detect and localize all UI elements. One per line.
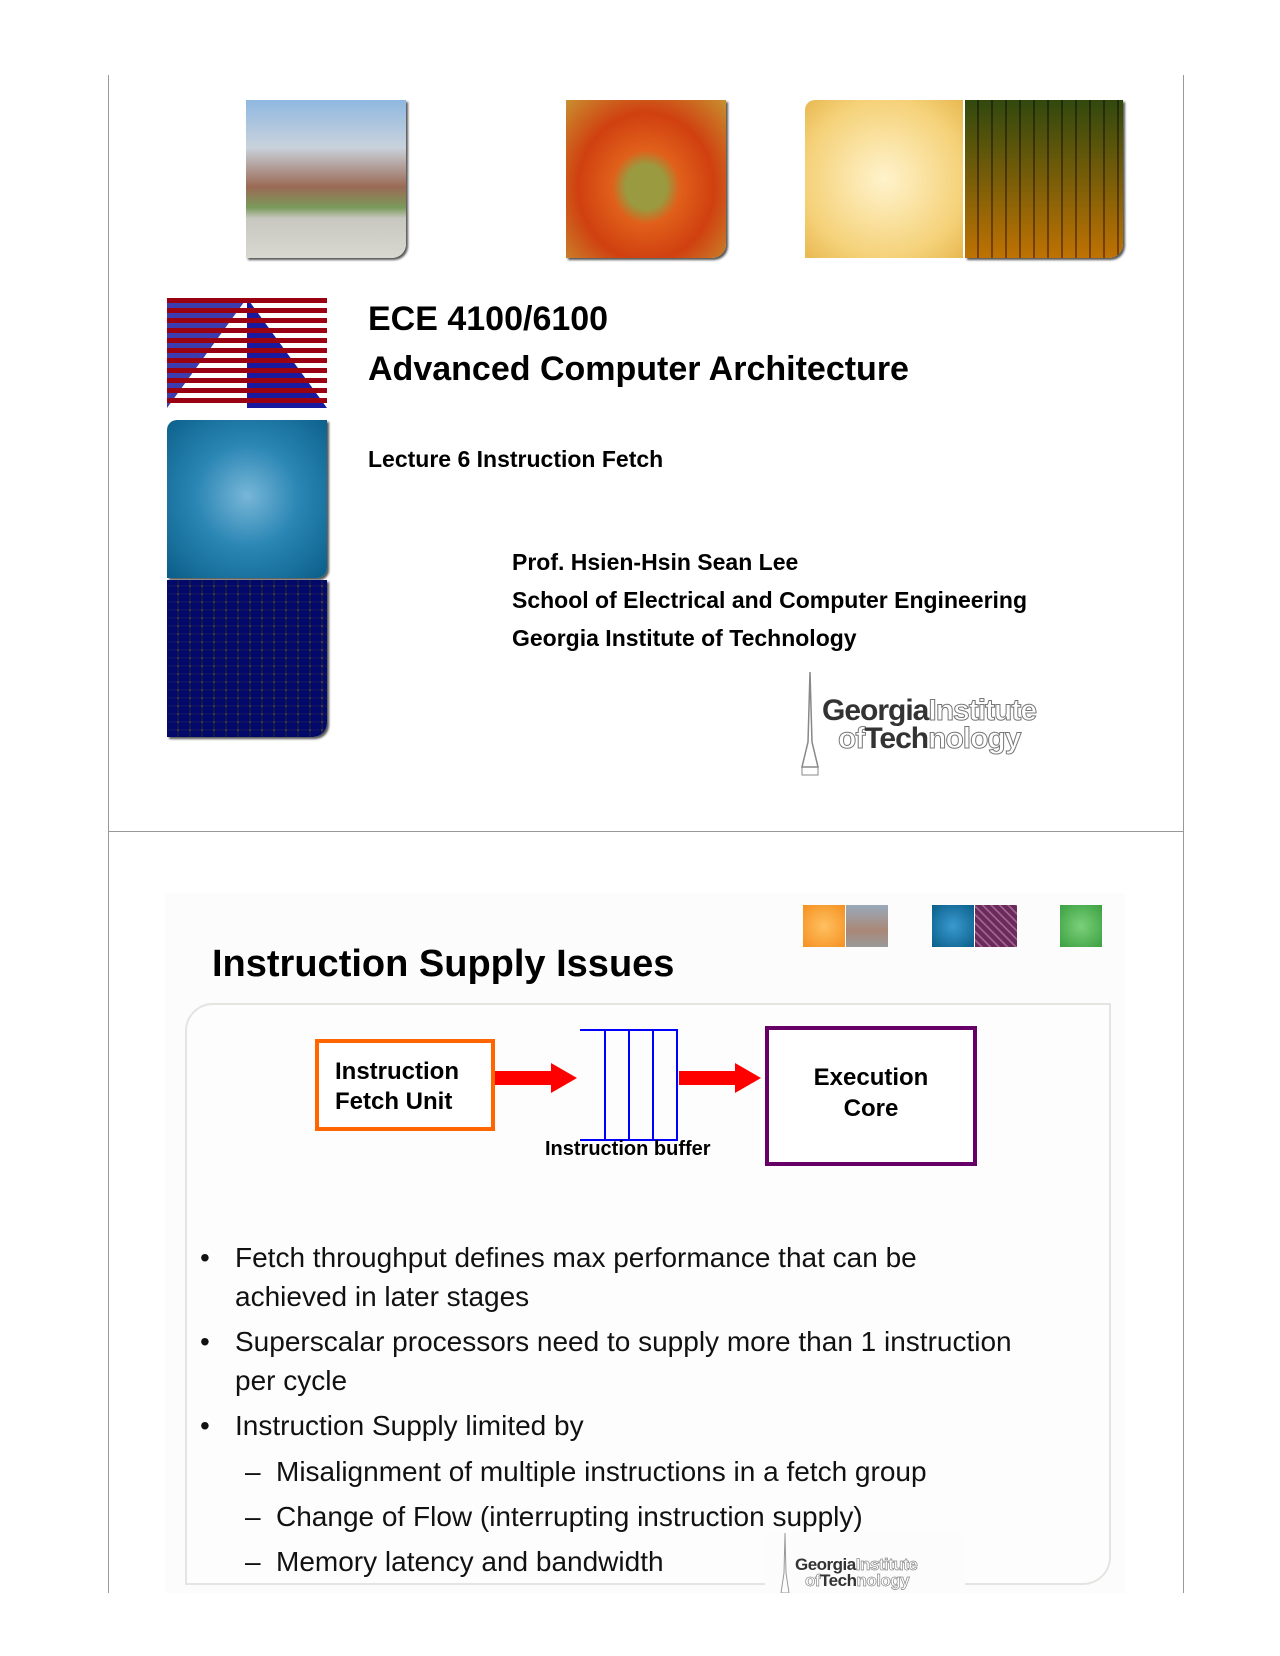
chip-die-photo-yellow (965, 100, 1123, 258)
logo-of: of (805, 1571, 821, 1590)
orange-thumb (803, 905, 845, 947)
lecture-title: Lecture 6 Instruction Fetch (368, 446, 664, 472)
logo-institute: Institute (928, 694, 1037, 727)
author-institute: Georgia Institute of Technology (512, 625, 857, 651)
green-thumb (1060, 905, 1102, 947)
page-border-left (108, 75, 109, 1593)
fetch-unit-box (315, 1039, 495, 1131)
logo-of: of (838, 722, 865, 755)
logo-nology: nology (928, 722, 1021, 755)
bullet-dot: • (200, 1326, 210, 1357)
chip-die-photo-orange (566, 100, 726, 258)
page-border-right (1183, 75, 1184, 1593)
chip-die-photo-blue (167, 580, 327, 737)
chip-thumb (975, 905, 1017, 947)
dash: – (245, 1456, 261, 1487)
logo-tech: Tech (820, 1571, 857, 1590)
sub-bullet-3: Memory latency and bandwidth (276, 1546, 664, 1577)
page-bottom-margin (0, 1593, 1280, 1656)
bullet-3: Instruction Supply limited by (235, 1410, 584, 1441)
building-photo (246, 100, 406, 258)
tower-icon (780, 1533, 790, 1593)
slide-title: Instruction Supply Issues (212, 943, 675, 985)
course-code: ECE 4100/6100 (368, 300, 609, 338)
course-title: Advanced Computer Architecture (368, 350, 909, 388)
dash: – (245, 1546, 261, 1577)
building-thumb (846, 905, 888, 947)
arrow-right-icon (495, 1063, 577, 1093)
author-school: School of Electrical and Computer Engineering (512, 587, 1028, 613)
gold-tile (805, 100, 963, 258)
execution-core-box (765, 1026, 977, 1166)
bullet-2-cont: per cycle (235, 1365, 348, 1396)
fetch-unit-line2: Fetch Unit (335, 1088, 453, 1115)
sub-bullet-1: Misalignment of multiple instructions in a fetch group (276, 1456, 927, 1487)
arrow-right-icon (679, 1063, 761, 1093)
tower-icon (800, 672, 820, 777)
footer-logo (765, 1533, 965, 1593)
core-line2: Core (843, 1095, 899, 1122)
bullet-dot: • (200, 1242, 210, 1273)
core-line1: Execution (813, 1064, 929, 1091)
logo-tech: Tech (864, 722, 929, 755)
slide-divider (108, 831, 1184, 832)
bullet-2: Superscalar processors need to supply more than 1 instruction (235, 1326, 1012, 1357)
logo-georgia: Georgia (822, 694, 929, 727)
blue-thumb (932, 905, 974, 947)
instruction-buffer (580, 1029, 680, 1141)
logo-georgia: Georgia (795, 1555, 856, 1574)
georgia-tech-logo (800, 672, 1130, 777)
bullet-1: Fetch throughput defines max performance that can be (235, 1242, 917, 1273)
sub-bullet-2: Change of Flow (interrupting instruction supply) (276, 1501, 863, 1532)
blue-tile (167, 420, 327, 578)
dash: – (245, 1501, 261, 1532)
logo-nology: nology (856, 1571, 910, 1590)
fetch-unit-line1: Instruction (335, 1058, 459, 1085)
buffer-label: Instruction buffer (545, 1138, 711, 1160)
bullet-dot: • (200, 1410, 210, 1441)
bullet-1-cont: achieved in later stages (235, 1281, 530, 1312)
author-name: Prof. Hsien-Hsin Sean Lee (512, 549, 799, 575)
flag-logo (167, 298, 327, 408)
logo-institute: Institute (855, 1555, 918, 1574)
slide-2 (165, 893, 1125, 1593)
